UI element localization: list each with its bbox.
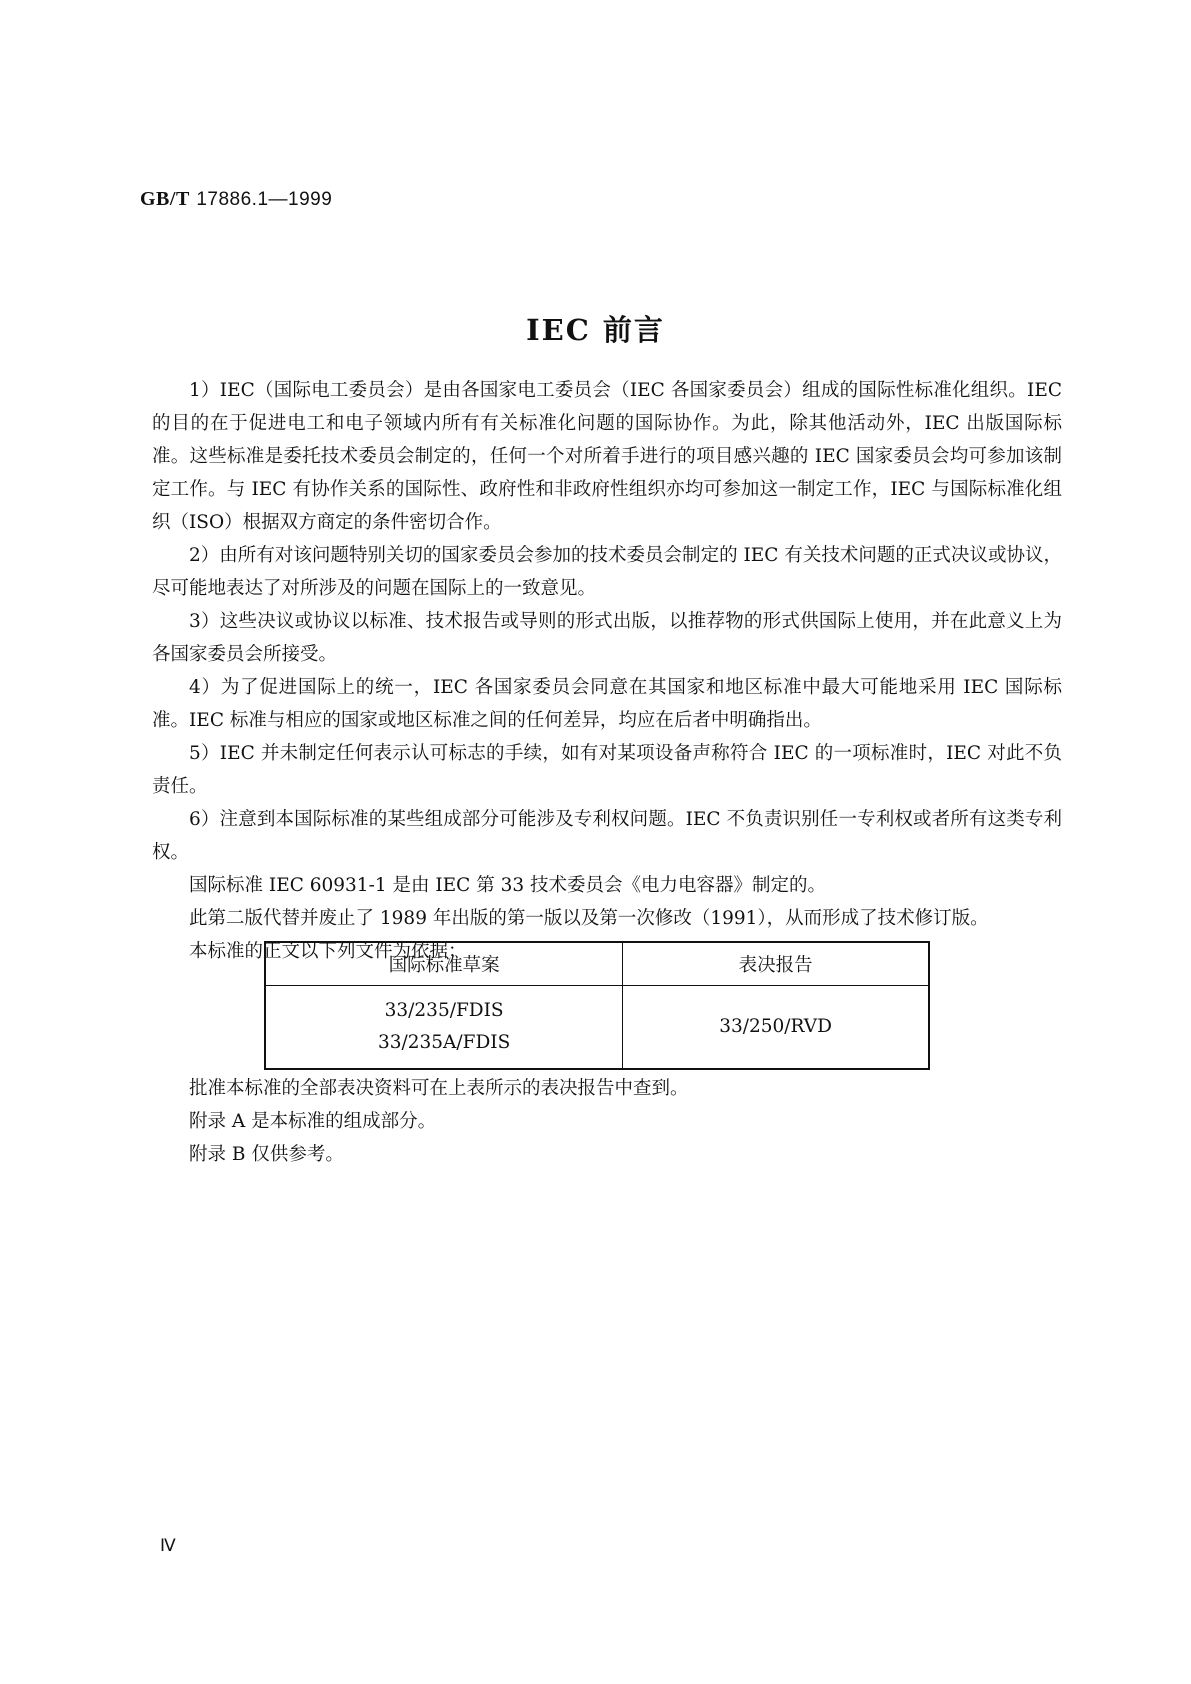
table-header-rvd: 表决报告 [623, 942, 929, 986]
table-cell-rvd: 33/250/RVD [623, 986, 929, 1070]
paragraph: 3）这些决议或协议以标准、技术报告或导则的形式出版，以推荐物的形式供国际上使用，并在此意义上为各国家委员会所接受。 [152, 611, 1062, 665]
after-table-text [152, 1072, 1062, 1171]
paragraph: 5）IEC 并未制定任何表示认可标志的手续，如有对某项设备声称符合 IEC 的一项标准时，IEC 对此不负责任。 [152, 743, 1062, 797]
standard-code [140, 188, 332, 211]
standard-prefix: GB/T [140, 188, 190, 210]
fdis-item: 33/235A/FDIS [377, 1032, 511, 1053]
table-row [265, 986, 929, 1070]
table-header-row [265, 942, 929, 986]
paragraph: 6）注意到本国际标准的某些组成部分可能涉及专利权问题。IEC 不负责识别任一专利权或者所有这类专利权。 [152, 809, 1062, 863]
paragraph: 4）为了促进国际上的统一，IEC 各国家委员会同意在其国家和地区标准中最大可能地采用 IEC 国际标准。IEC 标准与相应的国家或地区标准之间的任何差异，均应在后者中明确指出。 [152, 677, 1062, 731]
foreword-body [152, 374, 1062, 968]
paragraph: 附录 B 仅供参考。 [189, 1144, 344, 1165]
table-cell-fdis [265, 986, 623, 1070]
standard-number: 17886.1—1999 [196, 189, 333, 210]
paragraph: 1）IEC（国际电工委员会）是由各国家电工委员会（IEC 各国家委员会）组成的国际性标准化组织。IEC 的目的在于促进电工和电子领域内所有有关标准化问题的国际协作。为此，除其他活动外，IEC 出版国际标准。这些标准是委托技术委员会制定的，任何一个对所着手进行的项目感兴趣的 IEC 国家委员会均可参加该制定工作。与 IEC 有协作关系的国际性、政府性和非政府性组织亦均可参加这一制定工作，IEC 与国际标准化组织（ISO）根据双方商定的条件密切合作。 [152, 380, 1062, 533]
paragraph: 附录 A 是本标准的组成部分。 [189, 1111, 437, 1132]
paragraph: 2）由所有对该问题特别关切的国家委员会参加的技术委员会制定的 IEC 有关技术问题的正式决议或协议，尽可能地表达了对所涉及的问题在国际上的一致意见。 [152, 545, 1062, 599]
page-number: Ⅳ [160, 1536, 176, 1555]
paragraph: 国际标准 IEC 60931-1 是由 IEC 第 33 技术委员会《电力电容器》制定的。 [189, 875, 827, 896]
paragraph: 此第二版代替并废止了 1989 年出版的第一版以及第一次修改（1991），从而形成了技术修订版。 [189, 908, 989, 929]
paragraph: 本标准的正文以下列文件为依据： [189, 941, 467, 962]
fdis-item: 33/235/FDIS [384, 1000, 504, 1021]
document-basis-table [264, 941, 930, 1070]
page-title: IEC 前言 [526, 313, 665, 347]
table-header-fdis: 国际标准草案 [265, 942, 623, 986]
paragraph: 批准本标准的全部表决资料可在上表所示的表决报告中查到。 [189, 1078, 689, 1099]
